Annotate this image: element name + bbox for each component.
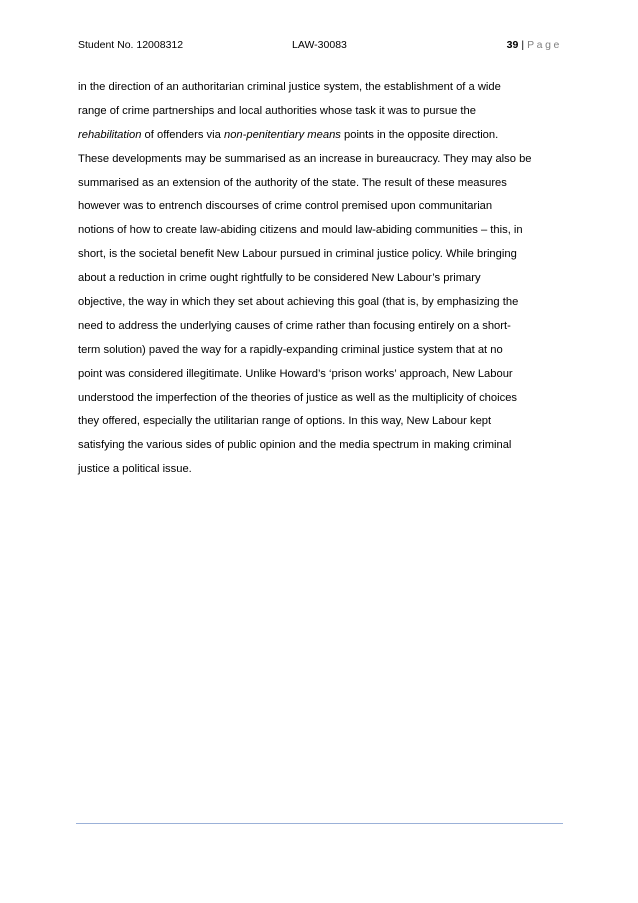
course-code: LAW-30083 bbox=[292, 39, 347, 51]
text-line bbox=[78, 315, 562, 339]
text-line bbox=[78, 76, 562, 100]
text-line bbox=[78, 148, 562, 172]
page-separator: | bbox=[521, 39, 525, 51]
text-line bbox=[78, 124, 562, 148]
page-number-block bbox=[507, 37, 562, 53]
text-run: about a reduction in crime ought rightfully to be considered New Labour’s primary bbox=[78, 272, 481, 285]
text-line bbox=[78, 195, 562, 219]
text-line bbox=[78, 363, 562, 387]
text-line bbox=[78, 291, 562, 315]
text-run: justice a political issue. bbox=[78, 463, 192, 476]
text-run: need to address the underlying causes of crime rather than focusing entirely on a short- bbox=[78, 319, 511, 332]
text-line bbox=[78, 434, 562, 458]
student-number: Student No. 12008312 bbox=[78, 39, 184, 51]
text-line bbox=[78, 339, 562, 363]
italic-run: non-penitentiary means bbox=[223, 128, 341, 141]
page-header bbox=[78, 37, 562, 53]
text-line bbox=[78, 243, 562, 267]
text-run: These developments may be summarised as an increase in bureaucracy. They may also be bbox=[78, 152, 532, 165]
text-line bbox=[78, 172, 562, 196]
italic-run: rehabilitation bbox=[78, 128, 142, 141]
text-run: points in the opposite direction. bbox=[340, 128, 499, 141]
text-line bbox=[78, 387, 562, 411]
page-word: Page bbox=[527, 39, 562, 51]
text-line bbox=[78, 410, 562, 434]
text-run: short, is the societal benefit New Labour pursued in criminal justice policy. While bringing bbox=[78, 248, 517, 261]
text-run: in the direction of an authoritarian criminal justice system, the establishment of a wide bbox=[78, 81, 501, 93]
text-run: point was considered illegitimate. Unlike Howard’s ‘prison works’ approach, New Labour bbox=[78, 367, 513, 380]
text-run: range of crime partnerships and local authorities whose task it was to pursue the bbox=[78, 104, 476, 117]
text-run: notions of how to create law-abiding citizens and mould law-abiding communities – this, in bbox=[78, 224, 523, 237]
text-line bbox=[78, 219, 562, 243]
text-line bbox=[78, 458, 562, 482]
text-run: of offenders via bbox=[141, 128, 224, 141]
page-number: 39 bbox=[506, 39, 519, 51]
text-run: term solution) paved the way for a rapidly-expanding criminal justice system that at no bbox=[78, 343, 503, 356]
text-run: satisfying the various sides of public opinion and the media spectrum in making criminal bbox=[78, 439, 512, 452]
footer-divider bbox=[76, 823, 563, 824]
body-paragraph bbox=[78, 76, 562, 482]
text-run: they offered, especially the utilitarian range of options. In this way, New Labour kept bbox=[78, 415, 492, 428]
text-run: summarised as an extension of the authority of the state. The result of these measures bbox=[78, 176, 507, 189]
text-run: understood the imperfection of the theories of justice as well as the multiplicity of choices bbox=[78, 391, 518, 404]
text-line bbox=[78, 267, 562, 291]
text-run: objective, the way in which they set about achieving this goal (that is, by emphasizing the bbox=[78, 296, 519, 309]
text-run: however was to entrench discourses of crime control premised upon communitarian bbox=[78, 200, 493, 213]
text-line bbox=[78, 100, 562, 124]
